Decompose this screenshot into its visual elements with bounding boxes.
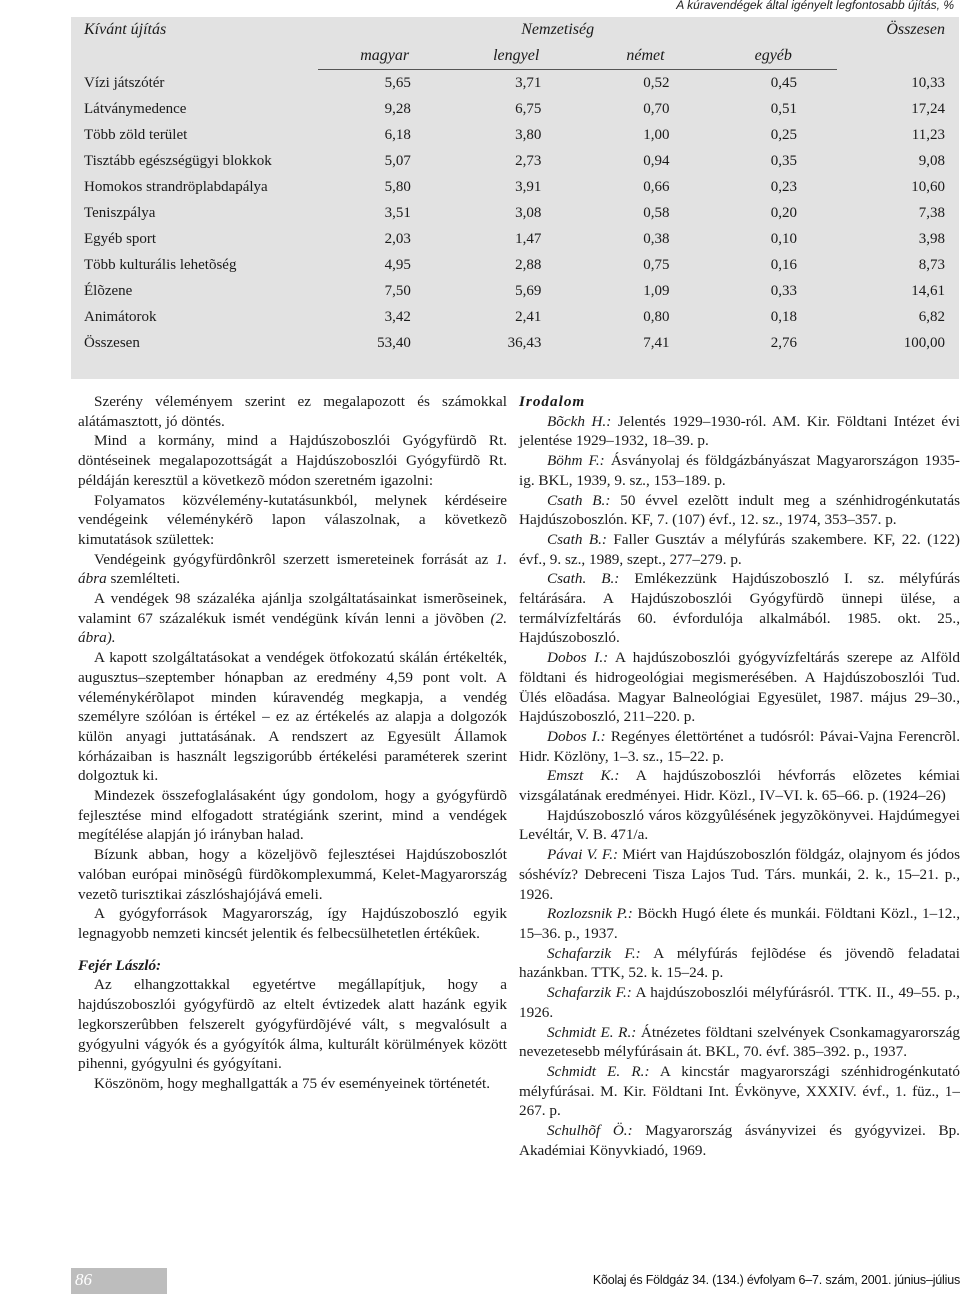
reference-author: Schmidt E. R.: xyxy=(547,1062,650,1080)
header-nationality: Nemzetiség xyxy=(521,21,595,38)
reference-item xyxy=(519,1023,960,1062)
reference-text: Ásványolaj és földgázbányászat Magyarországon 1935-ig. BKL, 1939, 9. sz., 153–189. p. xyxy=(519,452,960,489)
reference-item xyxy=(519,412,960,451)
table-cell: 5,69 xyxy=(515,283,542,299)
reference-text: Miért van Hajdúszoboszlón földgáz, olajnyom és jódos sóshévíz? Debreceni Tisza Lajos Tud. Társ. munkái, 2. k., 15–21. p., 1926. xyxy=(519,846,960,903)
table-cell: 7,41 xyxy=(643,335,670,351)
table-cell: 7,38 xyxy=(918,205,945,221)
table-cell: 0,38 xyxy=(643,231,670,247)
reference-text: A mélyfúrás fejlõdése és jövendõ feladatai hazánkban. TTK, 52. k. 15–24. p. xyxy=(519,944,960,982)
text-run: Vendégeink gyógyfürdônkrôl szerzett ismereteinek forrását az xyxy=(94,550,496,568)
table-row xyxy=(71,278,959,304)
reference-item xyxy=(519,806,960,845)
header-col-egyeb: egyéb xyxy=(710,43,837,70)
table-cell: 17,24 xyxy=(911,101,945,117)
reference-text: A kincstár magyarországi szénhidrogénkutató mélyfúrásai. M. Kir. Földtani Int. Évkönyve, XXXIV. évf., 1. füz., 1–267. p. xyxy=(519,1062,960,1120)
table-cell: 0,52 xyxy=(643,75,670,91)
header-total: Összesen xyxy=(886,21,945,38)
row-label: Összesen xyxy=(84,335,140,351)
row-label: Látványmedence xyxy=(84,101,187,117)
reference-author: Csath B.: xyxy=(547,530,607,548)
reference-item xyxy=(519,845,960,904)
table-cell: 0,80 xyxy=(643,309,670,325)
text-run: A vendégek 98 százaléka ajánlja szolgáltatásainkat ismerõseinek, valamint 67 százalékuk ismét vendégünk kíván lenni a jövõben xyxy=(78,590,507,627)
paragraph: Mind a kormány, mind a Hajdúszoboszlói Gyógyfürdõ Rt. döntéseinek megalapozottságát a Hajdúszoboszlói Gyógyfürdõ Rt. példáján keresztül a következõ módon szeretném igazolni: xyxy=(78,432,507,489)
table-cell: 0,35 xyxy=(770,153,797,169)
reference-text: A hajdúszoboszlói hévforrás elõzetes kémiai vizsgálatának eredményei. Hidr. Közl., IV–VI. k. 65–66. p. (1924–26) xyxy=(519,767,960,805)
reference-text: Magyarország ásványvizei és gyógyvizei. Bp. Akadémiai Könyvkiadó, 1969. xyxy=(519,1122,960,1159)
paragraph: Bízunk abban, hogy a közeljövõ fejlesztései Hajdúszoboszlót valóban európai minõségû fürdõkomplexummá, Kelet-Magyarország vezetõ turisztikai zászlóshajójává emeli. xyxy=(78,846,507,903)
reference-text: Faller Gusztáv a mélyfúrás szakembere. KF, 22. (122) évf., 9. sz., 1989, szept., 277–279. p. xyxy=(519,530,960,568)
reference-author: Dobos I.: xyxy=(547,649,609,667)
row-label: Teniszpálya xyxy=(84,205,156,221)
table-cell: 14,61 xyxy=(911,283,945,299)
reference-text: Emlékezzünk Hajdúszoboszló I. sz. mélyfúrás feltárására. A Hajdúszoboszlói Gyógyfürdõ ünnepi ülése, a termálvízfeltárás 60. évfordulója alkalmából. 1985. okt. 25., Hajdúszoboszló. xyxy=(519,570,960,647)
table-row xyxy=(71,200,959,226)
row-label: Több zöld terület xyxy=(84,127,188,143)
table-cell: 10,33 xyxy=(911,74,945,91)
table-cell: 2,76 xyxy=(770,335,797,351)
reference-text: Regényes élettörténet a tudósról: Pávai-Vajna Ferencrõl. Hidr. Közlöny, 1–3. sz., 15–22. p. xyxy=(519,727,960,765)
reference-author: Schafarzik F.: xyxy=(547,944,641,962)
reference-item xyxy=(519,904,960,943)
paragraph xyxy=(78,550,507,589)
paragraph: A kapott szolgáltatásokat a vendégek ötfokozatú skálán értékelték, augusztus–szeptember hónapban az eredmény 4,59 pont volt. A véleménykérõlapot minden kúravendég megkapja, a vendég személyre szólóan is értékel – ez az értékelés az alapja a dolgozók külön anyagi juttatásának. A rendszert az Egyesült Államok kórházaiban is használt legszigorúbb értékelési paraméterek szerint dolgoztuk ki. xyxy=(78,649,507,785)
table-row xyxy=(71,226,959,252)
table-cell: 9,28 xyxy=(384,101,411,117)
table-cell: 2,03 xyxy=(384,231,411,247)
paragraph: Mindezek összefoglalásaként úgy gondolom, hogy a gyógyfürdõ fejlesztése mind elfogadott stratégiánk szerint, mind a vendégek megítélése alapján jó irányban halad. xyxy=(78,787,507,844)
reference-item xyxy=(519,727,960,766)
reference-author: Bõckh H.: xyxy=(547,412,612,430)
reference-item xyxy=(519,451,960,490)
table-cell: 5,80 xyxy=(384,179,411,195)
reference-author: Schafarzik F.: xyxy=(547,984,632,1002)
table-cell: 0,66 xyxy=(643,179,670,195)
reference-author: Dobos I.: xyxy=(547,727,606,745)
page-footer xyxy=(0,1268,960,1297)
table-cell: 7,50 xyxy=(384,283,411,299)
table-cell: 2,88 xyxy=(515,257,542,273)
table-cell: 100,00 xyxy=(903,335,945,351)
table-cell: 4,95 xyxy=(384,257,411,273)
reference-list xyxy=(519,412,960,1161)
row-label: Egyéb sport xyxy=(84,231,157,247)
reference-text: Átnézetes földtani szelvények Csonkamagyarország nevezetesebb mélyfúrásain át. BKL, 70. évf. 385–392. p., 1937. xyxy=(519,1023,960,1061)
table-cell: 0,70 xyxy=(643,101,670,117)
table-row xyxy=(71,122,959,148)
table-cell: 3,08 xyxy=(515,205,542,221)
table-cell: 3,98 xyxy=(918,231,945,247)
references-heading: Irodalom xyxy=(519,393,586,410)
table-cell: 1,47 xyxy=(515,231,542,247)
reference-item xyxy=(519,766,960,805)
paragraph: Köszönöm, hogy meghallgatták a 75 év eseményeinek történetét. xyxy=(94,1074,491,1092)
table-cell: 0,23 xyxy=(770,179,797,195)
reference-author: Schmidt E. R.: xyxy=(547,1023,637,1041)
table-cell: 3,51 xyxy=(384,205,411,221)
table-cell: 0,45 xyxy=(770,75,797,91)
reference-item xyxy=(519,1121,960,1160)
header-col-lengyel: lengyel xyxy=(451,43,582,70)
table-cell: 5,07 xyxy=(384,153,411,169)
row-label: Több kulturális lehetõség xyxy=(84,257,237,273)
table-row xyxy=(71,96,959,122)
table-cell: 2,73 xyxy=(515,153,542,169)
figure-ref: 1. ábra xyxy=(78,550,507,588)
article-left-column xyxy=(78,392,507,1094)
table-row xyxy=(71,304,959,330)
table-cell: 9,08 xyxy=(918,153,945,169)
table-cell: 0,10 xyxy=(770,231,797,247)
reference-author: Emszt K.: xyxy=(547,767,620,785)
row-label: Homokos strandröplabdapálya xyxy=(84,179,268,195)
paragraph: A gyógyforrások Magyarország, így Hajdúszoboszló egyik legnagyobb nemzeti kincsét jelentik és felbecsülhetetlen értékûek. xyxy=(78,905,507,942)
references-column xyxy=(519,392,960,1160)
table-cell: 8,73 xyxy=(918,257,945,273)
reference-item xyxy=(519,530,960,569)
paragraph: Az elhangzottakkal egyetértve megállapítjuk, hogy a hajdúszoboszlói gyógyfürdõ az eltelt évtizedek alatt hazánk egyik legkorszerûbben felszerelt gyógyfürdõjévé vált, s megvalósult a gyógyulni vágyók és a gyógyítók álma, kulturált körülmények között pihenni, gyógyulni és gyógyítani. xyxy=(78,976,507,1073)
table-caption: A kúravendégek által igényelt legfontosabb újítás, % xyxy=(676,0,954,12)
header-feature: Kívánt újítás xyxy=(84,21,167,38)
reference-author: Csath B.: xyxy=(547,491,611,509)
reference-author: Rozlozsnik P.: xyxy=(547,905,633,923)
table-cell: 0,94 xyxy=(643,153,670,169)
table-cell: 3,42 xyxy=(384,309,411,325)
table-cell: 1,09 xyxy=(643,283,670,299)
table-cell: 6,75 xyxy=(515,101,542,117)
row-label: Élõzene xyxy=(84,283,133,299)
table-cell: 6,18 xyxy=(384,127,411,143)
table-cell: 0,16 xyxy=(770,257,797,273)
text-run: szemlélteti. xyxy=(106,570,181,588)
header-col-magyar: magyar xyxy=(318,43,451,70)
row-label: Tisztább egészségügyi blokkok xyxy=(84,153,272,169)
reference-author: Böhm F.: xyxy=(547,452,605,470)
table-cell: 10,60 xyxy=(911,179,945,195)
table-row xyxy=(71,70,959,97)
table-cell: 0,18 xyxy=(770,309,797,325)
table-cell: 3,80 xyxy=(515,127,542,143)
table-cell: 3,71 xyxy=(515,75,542,91)
table-cell: 1,00 xyxy=(643,127,670,143)
table-cell: 11,23 xyxy=(911,127,945,143)
table-cell: 0,75 xyxy=(643,257,670,273)
reference-item xyxy=(519,983,960,1022)
table-cell: 3,91 xyxy=(515,179,542,195)
speaker-name: Fejér László: xyxy=(78,956,162,974)
paragraph: Szerény véleményem szerint ez megalapozott és számokkal alátámasztott, jó döntés. xyxy=(78,393,507,430)
table-cell: 0,33 xyxy=(770,283,797,299)
reference-text: Hajdúszoboszló város közgyûlésének jegyzõkönyvei. Hajdúmegyei Levéltár, V. B. 471/a. xyxy=(519,806,960,844)
reference-text: Böckh Hugó élete és munkái. Földtani Közl., 1–12., 15–36. p., 1937. xyxy=(519,905,960,942)
header-col-nemet: német xyxy=(581,43,709,70)
reference-text: 50 évvel ezelõtt indult meg a szénhidrogénkutatás Hajdúszoboszlón. KF, 7. (107) évf., 12. sz., 1974, 353–357. p. xyxy=(519,491,960,529)
table-row xyxy=(71,252,959,278)
reference-author: Pávai V. F.: xyxy=(547,846,619,864)
paragraph: Folyamatos közvélemény-kutatásunkból, melynek kérdéseire vendégeink véleménykérõ lapon válaszolnak, a következõ kimutatások születtek: xyxy=(78,491,507,548)
table-cell: 2,41 xyxy=(515,309,542,325)
table-cell: 53,40 xyxy=(377,335,411,351)
reference-item xyxy=(519,944,960,983)
table-row xyxy=(71,148,959,174)
reference-item xyxy=(519,491,960,530)
page-number-box xyxy=(71,1268,167,1294)
row-label: Animátorok xyxy=(84,309,157,325)
figure-ref: (2. ábra). xyxy=(78,609,507,647)
reference-item xyxy=(519,648,960,727)
paragraph xyxy=(78,589,507,648)
reference-item xyxy=(519,1062,960,1121)
table-cell: 0,20 xyxy=(770,205,797,221)
survey-table-grid xyxy=(71,17,959,356)
reference-item xyxy=(519,569,960,648)
row-label: Vízi játszótér xyxy=(84,74,165,91)
table-cell: 5,65 xyxy=(384,75,411,91)
reference-text: A hajdúszoboszlói mélyfúrásról. TTK. II., 49–55. p., 1926. xyxy=(519,984,960,1021)
reference-text: A hajdúszoboszlói gyógyvízfeltárás szerepe az Alföld földtani és hidrogeológiai megismerésében. A Hajdúszoboszlói Tud. Ülés elõadása. Magyar Balneológiai Egyesület, 1987. május 29–30., Hajdúszoboszló, 211–220. p. xyxy=(519,649,960,726)
table-row xyxy=(71,330,959,356)
reference-author: Schulhõf Ö.: xyxy=(547,1122,633,1140)
table-cell: 0,25 xyxy=(770,127,797,143)
reference-text: Jelentés 1929–1930-ról. AM. Kir. Földtani Intézet évi jelentése 1929–1932, 18–39. p. xyxy=(519,412,960,450)
table-cell: 0,58 xyxy=(643,205,670,221)
journal-info: Kõolaj és Földgáz 34. (134.) évfolyam 6–7. szám, 2001. június–július xyxy=(592,1273,960,1287)
table-cell: 36,43 xyxy=(507,335,542,351)
survey-table xyxy=(71,17,959,379)
table-cell: 0,51 xyxy=(770,101,797,117)
table-row xyxy=(71,174,959,200)
reference-author: Csath. B.: xyxy=(547,570,620,588)
page-number: 86 xyxy=(75,1270,92,1289)
table-cell: 6,82 xyxy=(918,309,945,325)
